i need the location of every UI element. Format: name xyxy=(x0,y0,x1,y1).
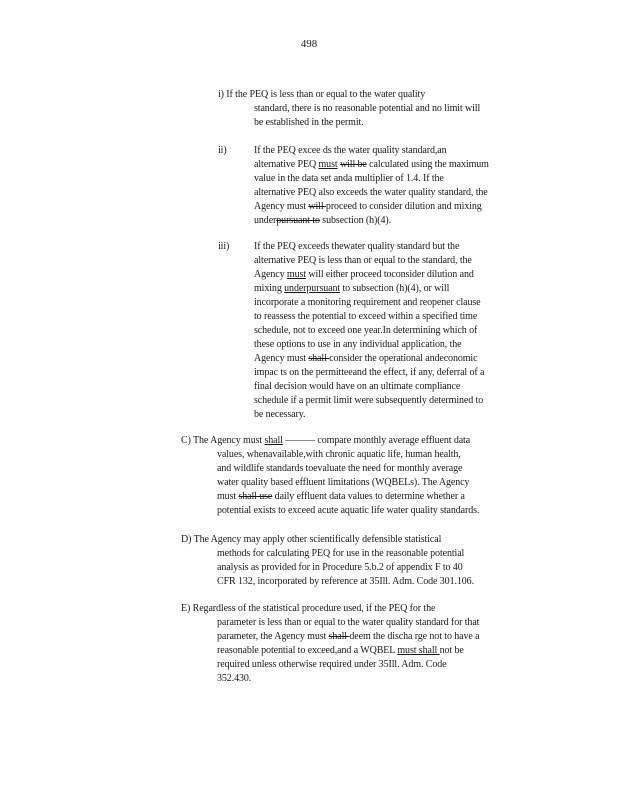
sub-item-line xyxy=(254,366,484,379)
text-run: mixing xyxy=(254,283,285,294)
text-run: Agency must xyxy=(254,353,309,364)
struck-text: will be xyxy=(339,159,367,170)
text-run: water quality based effluent limitations (WQBELs). The Agency xyxy=(217,477,470,488)
paragraph-line xyxy=(181,602,435,615)
text-run: Agency must xyxy=(254,201,309,212)
text-run: schedule if a permit limit were subsequently determined to xyxy=(254,395,484,406)
text-run: under xyxy=(254,215,277,226)
sub-item-line xyxy=(254,186,488,199)
sub-item-line xyxy=(254,352,477,365)
paragraph-line xyxy=(217,448,461,461)
text-run: parameter is less than or equal to the water quality standard for that xyxy=(217,617,480,628)
text-run: analysis as provided for in Procedure 5.b.2 of appendix F to 40 xyxy=(217,562,463,573)
sub-item-line xyxy=(254,144,447,157)
text-run: to reassess the potential to exceed within a specified time xyxy=(254,311,478,322)
text-run: Agency xyxy=(254,269,287,280)
sub-item-line xyxy=(254,200,482,213)
paragraph-line xyxy=(217,658,447,671)
page-number: 498 xyxy=(300,38,318,50)
text-run: subsection (h)(4). xyxy=(319,215,392,226)
text-run: alternative PEQ also exceeds the water quality standard, the xyxy=(254,187,488,198)
sub-item-marker: iii) xyxy=(218,241,230,252)
inserted-text: must xyxy=(318,159,338,170)
struck-text: shall use xyxy=(238,491,273,502)
text-run: 352.430. xyxy=(217,673,252,684)
text-run: ——— compare monthly average effluent data xyxy=(282,435,471,446)
sub-item-line xyxy=(254,240,459,253)
paragraph-line xyxy=(217,504,479,517)
paragraph-line xyxy=(181,434,470,447)
text-run: values, whenavailable,with chronic aquatic life, human health, xyxy=(217,449,461,460)
text-run: proceed to consider dilution and mixing xyxy=(325,201,482,212)
paragraph-line xyxy=(217,476,469,489)
text-run: alternative PEQ xyxy=(254,159,319,170)
paragraph-line xyxy=(217,575,474,588)
struck-text: pursuant to xyxy=(276,215,320,226)
text-run: potential exists to exceed acute aquatic life water quality standards. xyxy=(217,505,480,516)
text-run: alternative PEQ is less than or equal to the standard, the xyxy=(254,255,472,266)
sub-item-line xyxy=(254,214,391,227)
text-run: value in the data set anda multiplier of 1.4. If the xyxy=(254,173,444,184)
text-run: D) The Agency may apply other scientifically defensible statistical xyxy=(181,534,442,545)
text-run: calculated using the maximum xyxy=(366,159,489,170)
sub-item-line xyxy=(254,338,462,351)
text-run: impac ts on the permitteeand the effect, if any, deferral of a xyxy=(254,367,485,378)
sub-item-marker: ii) xyxy=(218,145,227,156)
text-run: final decision would have on an ultimate compliance xyxy=(254,381,461,392)
text-run: incorporate a monitoring requirement and reopener clause xyxy=(254,297,481,308)
sub-item-line xyxy=(254,268,474,281)
struck-text: shall xyxy=(328,631,350,642)
sub-item-line xyxy=(254,324,477,337)
text-run: parameter, the Agency must xyxy=(217,631,329,642)
text-run: If the PEQ excee ds the water quality standard,an xyxy=(254,145,447,156)
paragraph-line xyxy=(217,630,479,643)
inserted-text: must xyxy=(286,269,306,280)
paragraph-line xyxy=(217,462,462,475)
paragraph-line xyxy=(217,616,479,629)
sub-item-line xyxy=(254,380,460,393)
text-run: daily effluent data values to determine whether a xyxy=(272,491,465,502)
paragraph-line xyxy=(217,672,251,685)
text-run: C) The Agency must xyxy=(181,435,265,446)
text-run: must xyxy=(217,491,239,502)
sub-item-line xyxy=(254,408,305,421)
sub-item-line xyxy=(254,254,472,267)
text-run: E) Regardless of the statistical procedure used, if the PEQ for the xyxy=(181,603,436,614)
text-run: not be xyxy=(439,645,464,656)
paragraph-line xyxy=(217,490,465,503)
text-run: be established in the permit. xyxy=(254,117,364,128)
inserted-text: underpursuant xyxy=(284,283,341,294)
text-run: methods for calculating PEQ for use in the reasonable potential xyxy=(217,548,465,559)
paragraph-line xyxy=(217,561,463,574)
sub-item-line xyxy=(254,116,364,129)
struck-text: will xyxy=(308,201,326,212)
sub-item-line xyxy=(254,102,480,115)
text-run: standard, there is no reasonable potential and no limit will xyxy=(254,103,481,114)
text-run: will either proceed toconsider dilution and xyxy=(305,269,474,280)
text-run: CFR 132, incorporated by reference at 35Ill. Adm. Code 301.106. xyxy=(217,576,474,587)
inserted-text: must shall xyxy=(397,645,440,656)
text-run: be necessary. xyxy=(254,409,306,420)
sub-item-line xyxy=(254,310,477,323)
text-run: and wildlife standards toevaluate the need for monthly average xyxy=(217,463,463,474)
paragraph-line xyxy=(217,547,464,560)
text-run: consider the operational andeconomic xyxy=(329,353,478,364)
paragraph-line xyxy=(217,644,464,657)
sub-item-line xyxy=(254,158,489,171)
sub-item-line xyxy=(254,282,449,295)
text-run: these options to use in any individual application, the xyxy=(254,339,462,350)
paragraph-line xyxy=(181,533,441,546)
text-run: If the PEQ exceeds thewater quality standard but the xyxy=(254,241,460,252)
sub-item-line xyxy=(254,296,481,309)
text-run: deem the discha rge not to have a xyxy=(349,631,480,642)
sub-item-line xyxy=(254,172,444,185)
text-run: required unless otherwise required under 35Ill. Adm. Code xyxy=(217,659,447,670)
text-run: reasonable potential to exceed,and a WQBEL xyxy=(217,645,398,656)
text-run: i) If the PEQ is less than or equal to the water quality xyxy=(218,89,426,100)
text-run: to subsection (h)(4), or will xyxy=(340,283,450,294)
struck-text: shall xyxy=(308,353,330,364)
inserted-text: shall xyxy=(264,435,283,446)
sub-item-line xyxy=(218,88,425,101)
sub-item-line xyxy=(254,394,483,407)
text-run: schedule, not to exceed one year.In determining which of xyxy=(254,325,478,336)
